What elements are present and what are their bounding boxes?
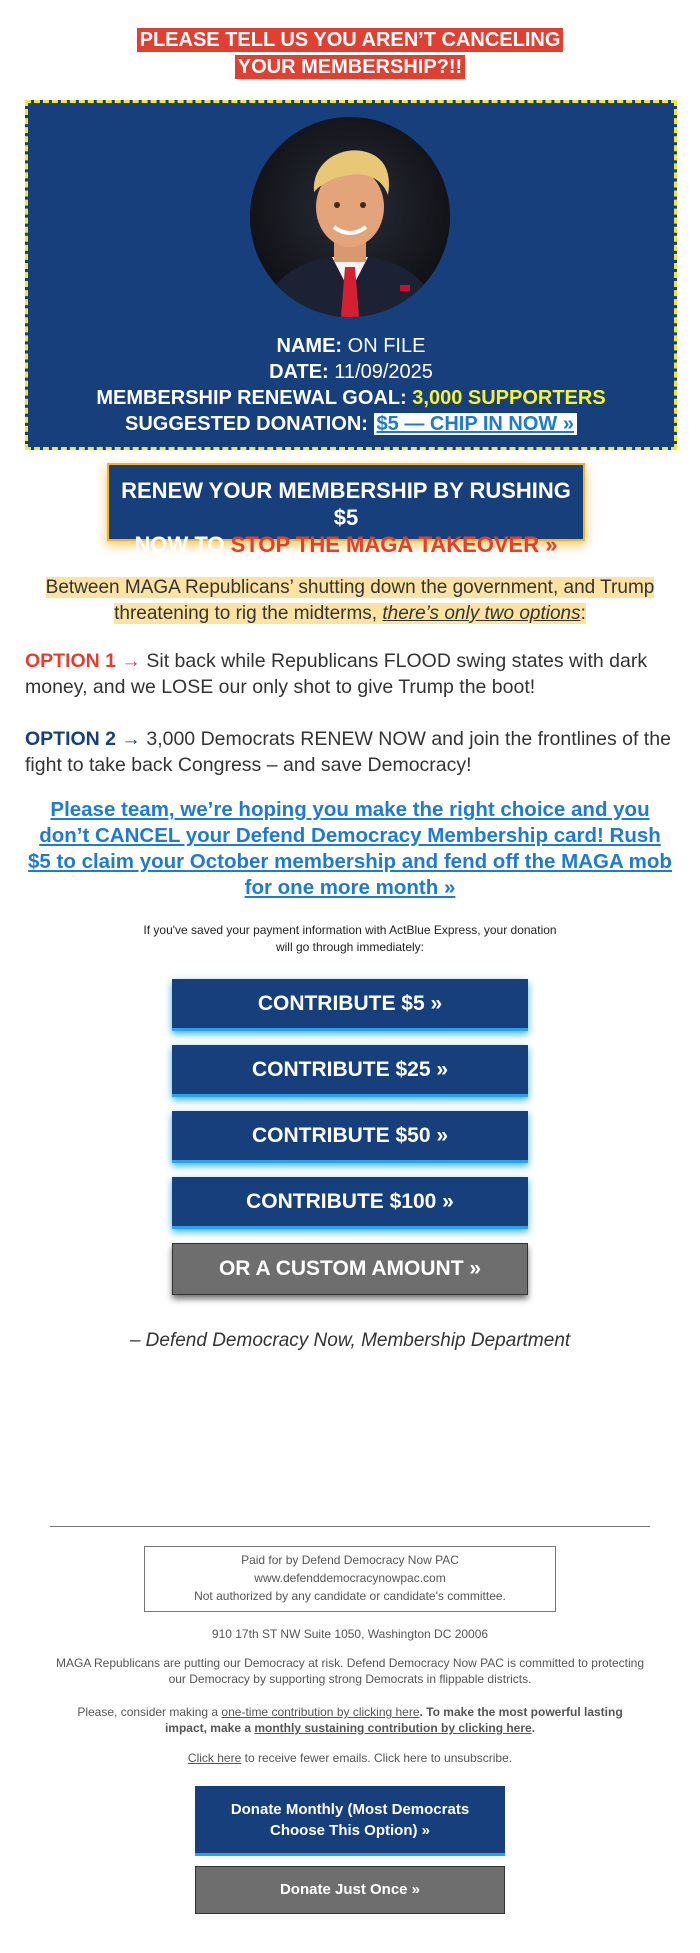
option-1-label: OPTION 1 → <box>25 650 141 672</box>
option-1-text: Sit back while Republicans FLOOD swing states with dark money, and we LOSE our only shot to give Trump the boot! <box>25 650 648 698</box>
goal-label: MEMBERSHIP RENEWAL GOAL: <box>96 387 407 409</box>
portrait-image <box>250 117 450 317</box>
goal-value: 3,000 SUPPORTERS <box>412 387 606 409</box>
consider-period: . <box>531 1721 536 1735</box>
website-text: www.defenddemocracynowpac.com <box>254 1571 446 1585</box>
one-time-contribution-link[interactable]: one-time contribution by clicking here <box>221 1705 420 1719</box>
date-value: 11/09/2025 <box>334 361 433 383</box>
custom-amount-button[interactable]: OR A CUSTOM AMOUNT » <box>172 1243 528 1295</box>
option-2-text: 3,000 Democrats RENEW NOW and join the frontlines of the fight to take back Congress – and save Democracy! <box>25 728 671 776</box>
name-row <box>28 333 674 359</box>
renew-line2-white: NOW TO <box>134 532 225 557</box>
option-2 <box>25 726 675 778</box>
signoff: – Defend Democracy Now, Membership Department <box>129 1330 571 1351</box>
intro-paragraph <box>20 575 680 627</box>
membership-card <box>25 100 677 450</box>
consider-bold: . To make the most powerful lasting impact, make a <box>164 1705 623 1735</box>
intro-text: Between MAGA Republicans’ shutting down the government, and Trump threatening to rig the midterms, <box>45 577 655 624</box>
candidate-portrait <box>250 117 450 317</box>
saved-note-line1: If you've saved your payment information with ActBlue Express, your donation <box>143 923 557 937</box>
footer-divider <box>50 1526 650 1527</box>
goal-row <box>28 385 674 411</box>
option-1 <box>25 648 675 700</box>
donation-label: SUGGESTED DONATION: <box>125 413 368 435</box>
renew-line2 <box>109 531 583 558</box>
donation-row <box>28 411 674 437</box>
name-label: NAME: <box>276 335 343 357</box>
saved-payment-note <box>115 922 585 956</box>
name-value: ON FILE <box>347 335 426 357</box>
consider-paragraph <box>55 1704 645 1736</box>
donate-monthly-line1: Donate Monthly (Most Democrats <box>230 1801 470 1818</box>
monthly-contribution-link[interactable]: monthly sustaining contribution by clicking here <box>254 1721 532 1735</box>
contribute-100-button[interactable]: CONTRIBUTE $100 » <box>172 1177 528 1229</box>
paid-for-text: Paid for by Defend Democracy Now PAC <box>241 1553 459 1567</box>
contribute-25-button[interactable]: CONTRIBUTE $25 » <box>172 1045 528 1097</box>
donate-monthly-button[interactable] <box>195 1786 505 1856</box>
date-label: DATE: <box>269 361 329 383</box>
option-2-label: OPTION 2 → <box>25 728 141 750</box>
donate-once-button[interactable]: Donate Just Once » <box>195 1866 505 1914</box>
plea-link[interactable]: Please team, we’re hoping you make the right choice and you don’t CANCEL your Defend Democracy Membership card! Rush $5 to claim your October membership and fend off the MAGA mob for one more month » <box>28 798 672 899</box>
member-details <box>28 333 674 437</box>
headline-line1: PLEASE TELL US YOU AREN’T CANCELING <box>137 28 564 52</box>
fewer-emails-link[interactable]: Click here <box>187 1751 242 1765</box>
address: 910 17th ST NW Suite 1050, Washington DC 20006 <box>211 1627 489 1641</box>
contribute-5-button[interactable]: CONTRIBUTE $5 » <box>172 979 528 1031</box>
paid-for-box <box>144 1546 556 1612</box>
fewer-emails-text: to receive fewer emails. Click here to unsubscribe. <box>244 1751 513 1765</box>
intro-colon: : <box>580 603 586 624</box>
headline <box>0 27 700 81</box>
consider-prefix: Please, consider making a <box>77 1705 219 1719</box>
mission-statement: MAGA Republicans are putting our Democracy at risk. Defend Democracy Now PAC is committed to protecting our Democracy by supporting strong Democrats in flippable districts. <box>55 1656 644 1686</box>
renew-line1: RENEW YOUR MEMBERSHIP BY RUSHING $5 <box>121 478 571 530</box>
donate-monthly-line2: Choose This Option) » <box>270 1822 430 1839</box>
date-row <box>28 359 674 385</box>
chip-in-link[interactable]: $5 — CHIP IN NOW » <box>374 413 577 435</box>
unsubscribe-line <box>55 1750 645 1766</box>
renew-membership-button[interactable] <box>107 463 585 557</box>
contribute-50-button[interactable]: CONTRIBUTE $50 » <box>172 1111 528 1163</box>
disclaimer-text: Not authorized by any candidate or candidate's committee. <box>194 1589 506 1603</box>
intro-highlight <box>46 577 655 624</box>
renew-line2-red: STOP THE MAGA TAKEOVER » <box>230 532 558 557</box>
headline-line2: YOUR MEMBERSHIP?!! <box>235 55 465 79</box>
intro-emphasis: there’s only two options <box>382 603 581 624</box>
saved-note-line2: will go through immediately: <box>275 940 425 954</box>
